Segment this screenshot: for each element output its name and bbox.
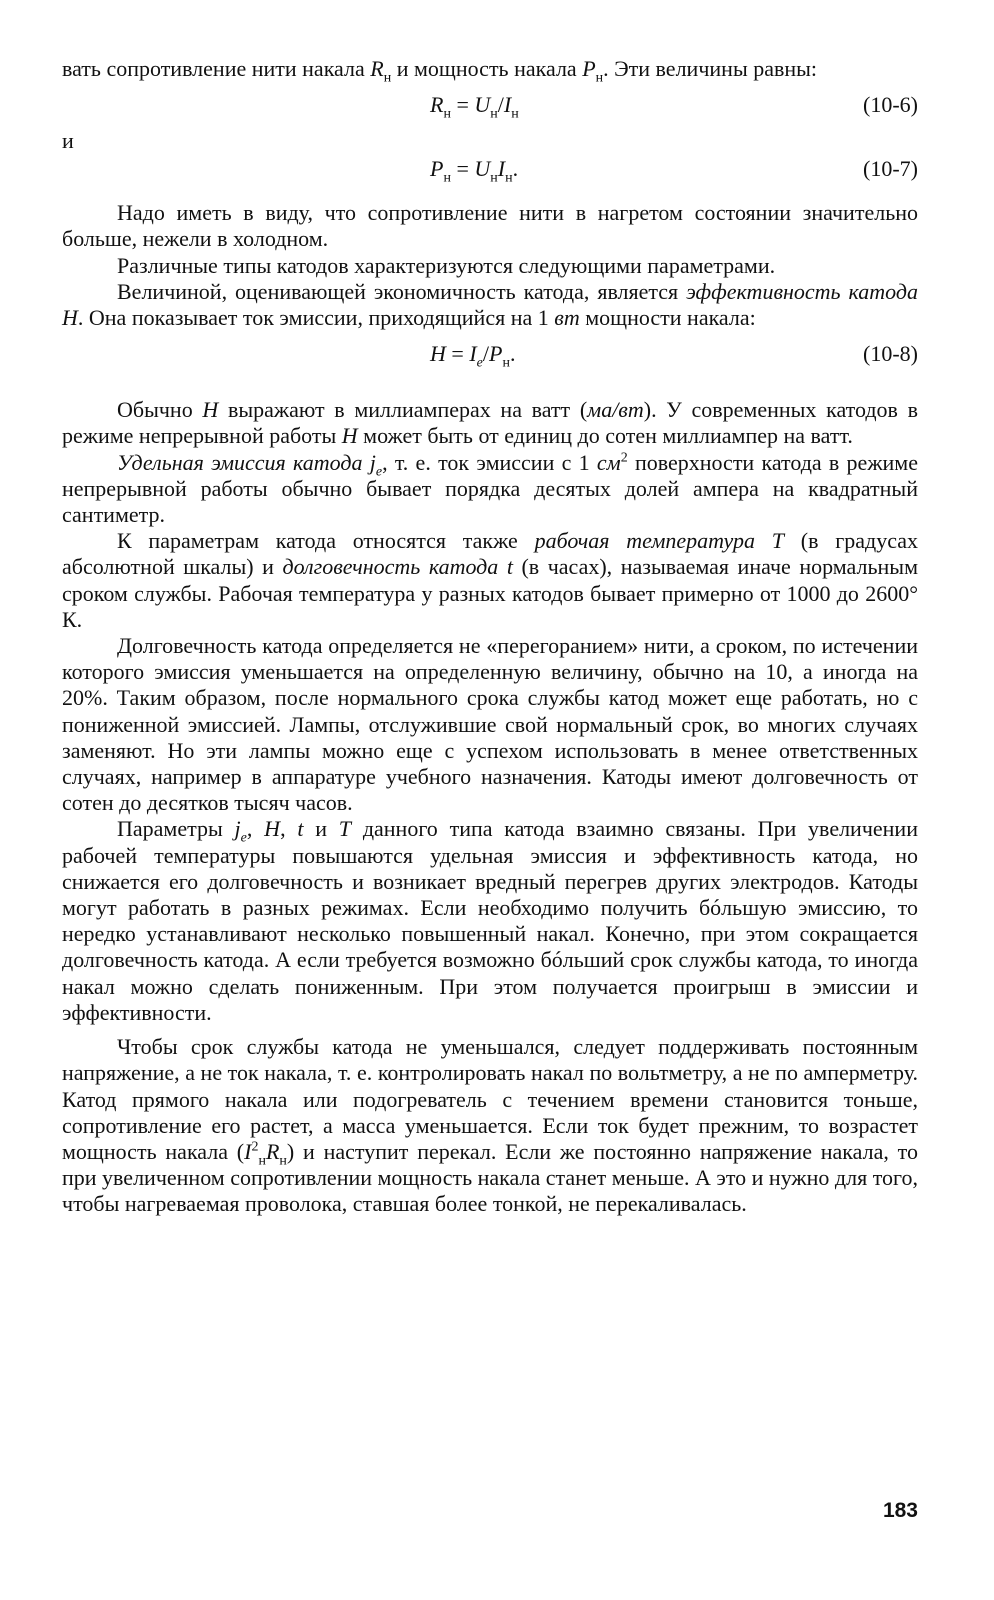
equation-10-7: $P_н = U_нI_н$.: [430, 156, 519, 186]
equation-10-7-row: [62, 128, 918, 188]
paragraph-durability: Долговечность катода определяется не «перегоранием» нити, а сроком, по истечении которого эмиссия уменьшается на определенную величину, обычно на 10, а иногда на 20%. Таким образом, после нормального срока службы катод может еще работать, но с пониженной эмиссией. Лампы, отслужившие свой нормальный срок, во многих случаях заменяют. Но эти лампы можно еще с успехом использовать в менее ответственных случаях, например в аппаратуре учебного назначения. Катоды имеют долговечность от сотен до десятков тысяч часов.: [62, 633, 918, 816]
paragraph-temperature-lifetime: К параметрам катода относятся также рабочая температура T (в градусах абсолютной шкалы) и долговечность катода t (в часах), называемая иначе нормальным сроком службы. Рабочая температура у разных катодов бывает примерно от 1000 до 2600° К.: [62, 528, 919, 632]
equation-10-8: $H = I_e/P_н$.: [430, 341, 516, 371]
paragraph-voltage-control: Чтобы срок службы катода не уменьшался, следует поддерживать постоянным напряжение, а не ток накала, т. е. контролировать накал по вольтметру, а не по амперметру. Катод прямого накала или подогреватель с течением времени становится тоньше, сопротивление его растет, а масса уменьшается. Если ток будет прежним, то возрастет мощность накала $(I^2_нR_н)$ и наступит перекал. Если же постоянно напряжение накала, то при увеличенном сопротивлении мощность накала станет меньше. А это и нужно для того, чтобы нагреваемая проволока, ставшая более тонкой, не перекаливалась.: [62, 1034, 918, 1217]
equation-10-8-row: [62, 331, 918, 391]
conjunction-and: и: [62, 128, 74, 154]
paragraph-parameter-relations: Параметры $j_e$, H, t и T данного типа катода взаимно связаны. При увеличении рабочей температуры повышаются удельная эмиссия и эффективность катода, но снижается его долговечность и возникает вредный перегрев других электродов. Катоды могут работать в разных режимах. Если необходимо получить бóльшую эмиссию, то нередко устанавливают несколько повышенный накал. Конечно, при этом сокращается долговечность катода. А если требуется возможно бóльший срок службы катода, то иногда накал можно сделать пониженным. При этом получается проигрыш в эмиссии и эффективности.: [62, 816, 918, 1025]
paragraph-cathode-types: Различные типы катодов характеризуются следующими параметрами.: [117, 252, 776, 278]
paragraph-specific-emission: Удельная эмиссия катода $j_e$, т. е. ток эмиссии с 1 $см^2$ поверхности катода в режиме непрерывной работы обычно бывает порядка десятых долей ампера на квадратный сантиметр.: [62, 449, 918, 528]
paragraph-hot-resistance: Надо иметь в виду, что сопротивление нити в нагретом состоянии значительно больше, нежели в холодном.: [62, 200, 918, 252]
equation-10-6-row: [62, 82, 918, 128]
equation-10-6: $R_н = U_н/I_н$: [430, 92, 519, 122]
page-number: 183: [882, 1499, 918, 1522]
equation-number-10-6: (10-6): [863, 92, 918, 118]
equation-number-10-7: (10-7): [863, 156, 918, 182]
equation-number-10-8: (10-8): [863, 341, 918, 367]
paragraph-intro: вать сопротивление нити накала $R_н$ и мощность накала $P_н$. Эти величины равны:: [62, 56, 818, 86]
page: [62, 56, 918, 1576]
paragraph-efficiency-units: Обычно H выражают в миллиамперах на ватт (ма/вт). У современных катодов в режиме непрерывной работы H может быть от единиц до сотен миллиампер на ватт.: [62, 397, 918, 449]
paragraph-efficiency: Величиной, оценивающей экономичность катода, является эффективность катода H. Она показывает ток эмиссии, приходящийся на 1 вт мощности накала:: [62, 278, 918, 331]
